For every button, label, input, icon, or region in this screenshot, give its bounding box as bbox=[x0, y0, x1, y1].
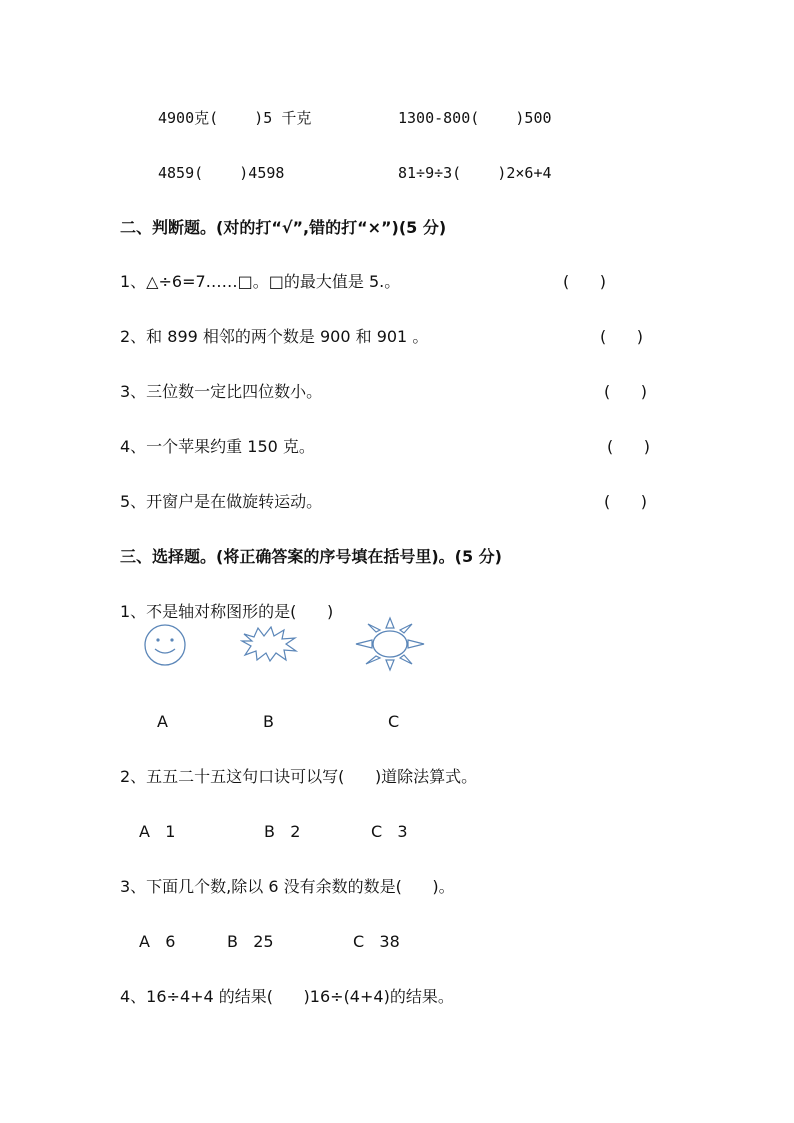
judge-answer-5[interactable]: ( ) bbox=[604, 492, 647, 511]
q2-option-c: C 3 bbox=[371, 822, 408, 841]
figure-label-c: C bbox=[388, 712, 400, 731]
choice-q4: 4、16÷4+4 的结果( )16÷(4+4)的结果。 bbox=[120, 987, 454, 1006]
sun-icon bbox=[352, 616, 428, 672]
comparison-1-left: 4900克( )5 千克 bbox=[158, 109, 312, 127]
q3-option-c: C 38 bbox=[353, 932, 400, 951]
section3-title: 三、选择题。(将正确答案的序号填在括号里)。(5 分) bbox=[120, 547, 502, 566]
judge-item-4: 4、一个苹果约重 150 克。 bbox=[120, 437, 315, 456]
starburst-icon bbox=[240, 626, 298, 662]
q2-option-b: B 2 bbox=[264, 822, 301, 841]
judge-answer-3[interactable]: ( ) bbox=[604, 382, 647, 401]
judge-item-1: 1、△÷6=7……□。□的最大值是 5.。 bbox=[120, 272, 401, 291]
choice-q2: 2、五五二十五这句口诀可以写( )道除法算式。 bbox=[120, 767, 478, 786]
figure-label-a: A bbox=[157, 712, 168, 731]
comparison-1-right: 1300-800( )500 bbox=[398, 109, 552, 127]
smiley-face-icon bbox=[142, 624, 188, 666]
choice-q1: 1、不是轴对称图形的是( ) bbox=[120, 602, 334, 621]
judge-answer-1[interactable]: ( ) bbox=[563, 272, 606, 291]
judge-answer-4[interactable]: ( ) bbox=[607, 437, 650, 456]
judge-item-2: 2、和 899 相邻的两个数是 900 和 901 。 bbox=[120, 327, 429, 346]
choice-q3: 3、下面几个数,除以 6 没有余数的数是( )。 bbox=[120, 877, 455, 896]
section2-title: 二、判断题。(对的打“√”,错的打“×”)(5 分) bbox=[120, 218, 447, 237]
figure-label-b: B bbox=[263, 712, 274, 731]
q3-option-b: B 25 bbox=[227, 932, 274, 951]
judge-answer-2[interactable]: ( ) bbox=[600, 327, 643, 346]
comparison-2-right: 81÷9÷3( )2×6+4 bbox=[398, 164, 552, 182]
q2-option-a: A 1 bbox=[139, 822, 176, 841]
q3-option-a: A 6 bbox=[139, 932, 176, 951]
comparison-2-left: 4859( )4598 bbox=[158, 164, 285, 182]
judge-item-3: 3、三位数一定比四位数小。 bbox=[120, 382, 323, 401]
judge-item-5: 5、开窗户是在做旋转运动。 bbox=[120, 492, 323, 511]
